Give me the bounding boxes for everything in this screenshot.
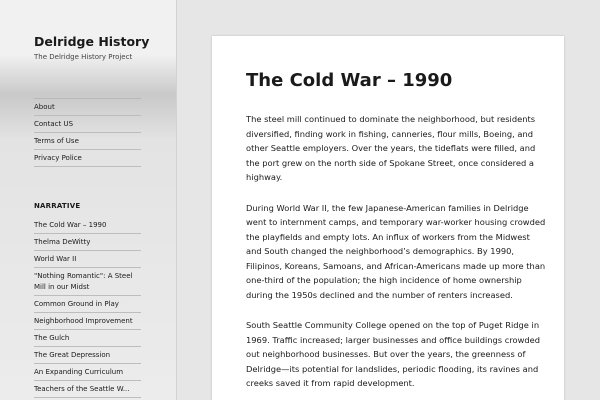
narrative-item-teachers-seattle[interactable]: Teachers of the Seattle W... [34, 381, 141, 398]
narrative-item-neighborhood-improvement[interactable]: Neighborhood Improvement [34, 313, 141, 330]
site-description: The Delridge History Project [34, 53, 133, 61]
narrative-list [34, 217, 141, 398]
article-paragraph: South Seattle Community College opened on the top of Puget Ridge in 1969. Traffic increased; larger businesses and office buildings crowded out neighborhood businesses. But over the years, the greenness of Delridge—its potential for landslides, periodic flooding, its ravines and creeks saved it from rapid development. [246, 320, 541, 388]
main-menu [34, 98, 141, 167]
narrative-heading: NARRATIVE [34, 202, 81, 210]
article-title: The Cold War – 1990 [246, 70, 453, 91]
narrative-item-great-depression[interactable]: The Great Depression [34, 347, 141, 364]
article-body [246, 112, 546, 400]
narrative-item-the-gulch[interactable]: The Gulch [34, 330, 141, 347]
narrative-item-world-war-ii[interactable]: World War II [34, 251, 141, 268]
narrative-item-cold-war[interactable]: The Cold War – 1990 [34, 217, 141, 234]
narrative-item-common-ground[interactable]: Common Ground in Play [34, 296, 141, 313]
narrative-item-expanding-curriculum[interactable]: An Expanding Curriculum [34, 364, 141, 381]
menu-item-terms-of-use[interactable]: Terms of Use [34, 133, 141, 150]
site-title[interactable]: Delridge History [34, 34, 150, 49]
menu-item-about[interactable]: About [34, 99, 141, 116]
article-panel [212, 36, 564, 400]
sidebar [0, 0, 177, 400]
menu-item-privacy-police[interactable]: Privacy Police [34, 150, 141, 167]
narrative-item-thelma-dewitty[interactable]: Thelma DeWitty [34, 234, 141, 251]
article-paragraph: The steel mill continued to dominate the neighborhood, but residents diversified, finding work in fishing, canneries, flour mills, Boeing, and other Seattle employers. Over the years, the tideflats were filled, and the port grew on the north side of Spokane Street, once considered a highway. [246, 114, 536, 182]
menu-item-contact-us[interactable]: Contact US [34, 116, 141, 133]
article-paragraph: During World War II, the few Japanese-American families in Delridge went to internment camps, and temporary war-worker housing crowded the playfields and empty lots. An influx of workers from the Midwest and South changed the neighborhood’s demographics. By 1990, Filipinos, Koreans, Samoans, and African-Americans made up more than one-third of the population; the high incidence of home ownership during the 1950s declined and the number of renters increased. [246, 202, 546, 300]
narrative-item-nothing-romantic[interactable]: "Nothing Romantic": A Steel Mill in our Midst [34, 268, 141, 296]
